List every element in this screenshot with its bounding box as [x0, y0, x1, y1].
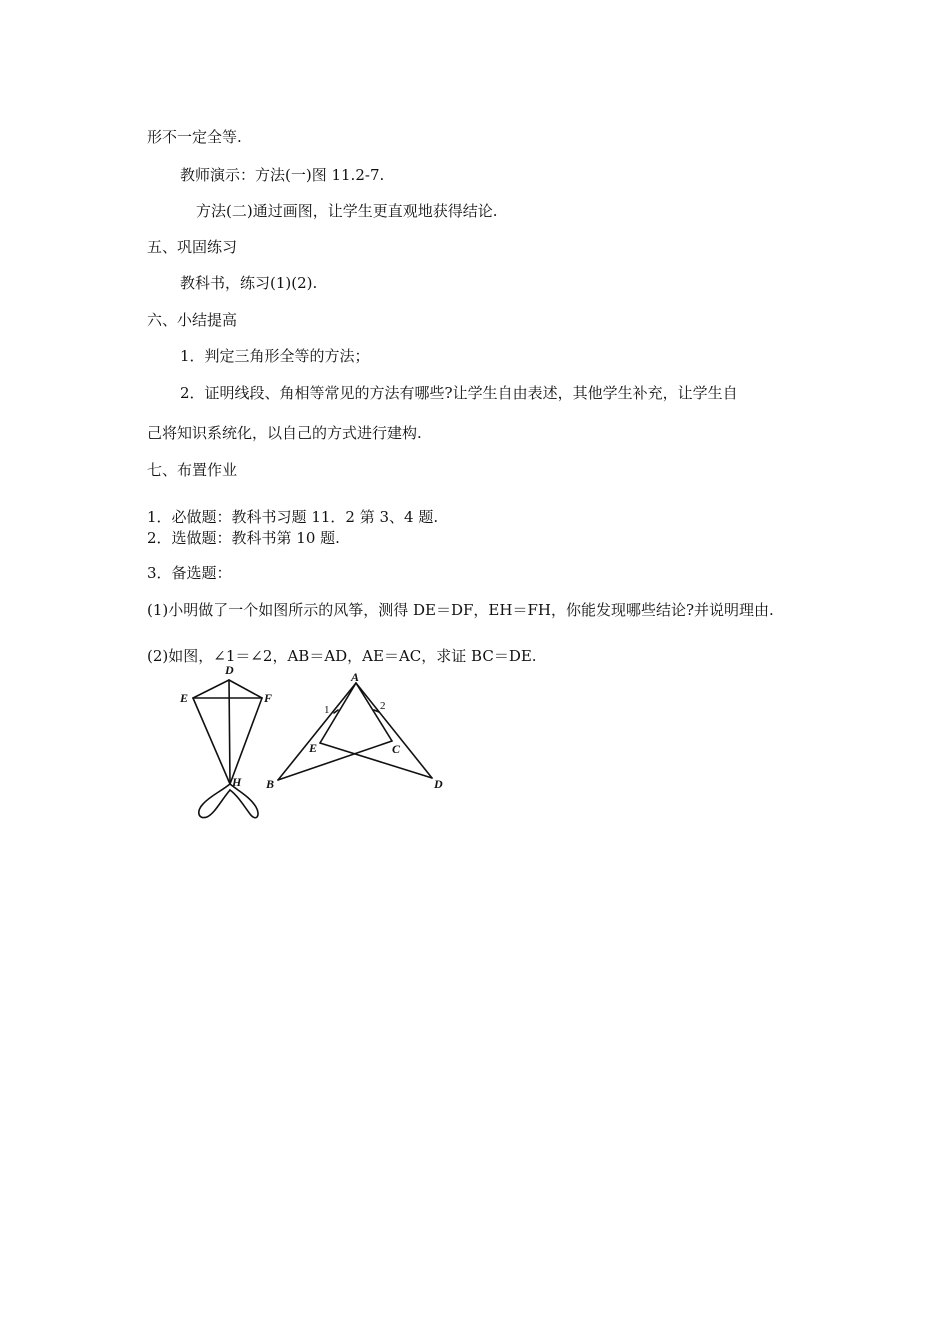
- kite-tail-right: [230, 784, 258, 818]
- kite-label-d: D: [225, 663, 234, 677]
- text-line-1: 形不一定全等.: [147, 128, 242, 146]
- label-a: A: [351, 670, 360, 684]
- label-c: C: [392, 742, 401, 756]
- triangles-figure: [260, 668, 450, 798]
- kite-tail-left: [199, 784, 230, 818]
- text-line-2: 教师演示：方法(一)图 11.2-7.: [180, 166, 385, 184]
- section-heading-7: 七、布置作业: [147, 461, 238, 479]
- kite-label-h: H: [232, 775, 242, 789]
- label-b: B: [266, 777, 275, 791]
- kite-edge-dh: [229, 680, 230, 784]
- text-line-15: (2)如图，∠1＝∠2，AB＝AD，AE＝AC，求证 BC＝DE.: [147, 647, 537, 665]
- kite-edge-fh: [230, 698, 262, 784]
- segment-ab: [278, 683, 356, 780]
- text-line-12: 2．选做题：教科书第 10 题.: [147, 529, 340, 547]
- kite-edge-de: [193, 680, 229, 698]
- section-heading-6: 六、小结提高: [147, 311, 238, 329]
- label-angle-2: 2: [380, 700, 386, 712]
- text-line-9: 己将知识系统化，以自己的方式进行建构.: [147, 424, 422, 442]
- label-e: E: [309, 741, 318, 755]
- kite-edge-df: [229, 680, 262, 698]
- text-line-8: 2．证明线段、角相等常见的方法有哪些?让学生自由表述，其他学生补充，让学生自: [180, 384, 738, 402]
- text-line-7: 1．判定三角形全等的方法；: [180, 347, 370, 365]
- kite-label-e: E: [180, 691, 189, 705]
- segment-ad: [356, 683, 432, 778]
- text-line-11: 1．必做题：教科书习题 11．2 第 3、4 题.: [147, 508, 439, 526]
- kite-label-f: F: [264, 691, 273, 705]
- section-heading-5: 五、巩固练习: [147, 238, 238, 256]
- text-line-5: 教科书，练习(1)(2).: [180, 274, 318, 292]
- label-angle-1: 1: [324, 704, 330, 716]
- text-line-13: 3．备选题：: [147, 564, 232, 582]
- text-line-3: 方法(二)通过画图，让学生更直观地获得结论.: [196, 202, 498, 220]
- text-line-14: (1)小明做了一个如图所示的风筝，测得 DE＝DF，EH＝FH，你能发现哪些结论?并说明理由.: [147, 601, 774, 619]
- segment-ac: [356, 683, 392, 741]
- label-d: D: [434, 777, 443, 791]
- kite-edge-eh: [193, 698, 230, 784]
